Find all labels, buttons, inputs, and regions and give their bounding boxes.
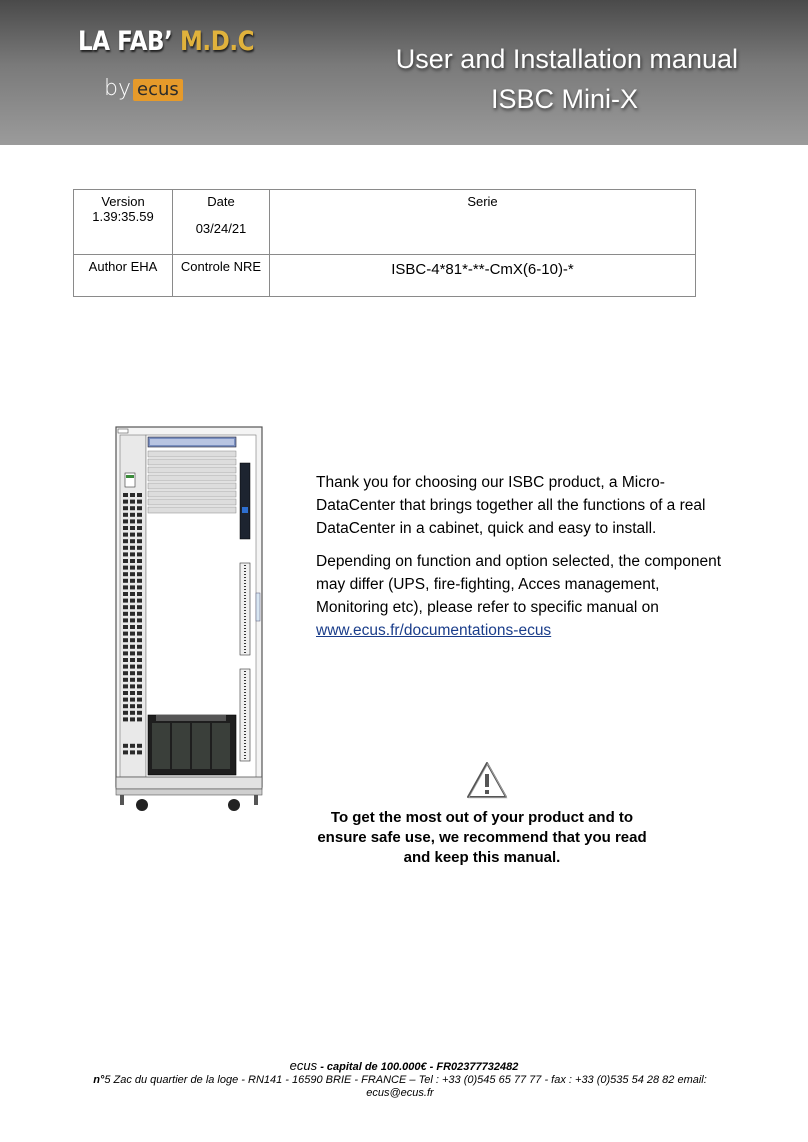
logo-by-text: by xyxy=(104,76,131,101)
footer-brand: ecus xyxy=(289,1058,318,1073)
manual-title: User and Installation manual xyxy=(395,44,738,74)
date-value: 03/24/21 xyxy=(195,221,247,236)
logo-text-lafab: LA FAB’ xyxy=(78,26,180,57)
version-label: Version xyxy=(101,194,145,209)
logo-text-mdc: M.D.C xyxy=(179,26,255,57)
table-row xyxy=(74,255,696,297)
option-paragraph xyxy=(316,550,736,642)
option-paragraph-text: Depending on function and option selected, the component may differ (UPS, fire-fighting, Acces management, Monitoring etc), please refer to specific manual on xyxy=(316,553,722,616)
lafab-mdc-logo xyxy=(78,26,254,57)
footer-address: 5 Zac du quartier de la loge - RN141 - 16590 BRIE - FRANCE – Tel : +33 (0)545 65 77 77 - fax : +33 (0)535 54 28 82 email: ecus@ecus.fr xyxy=(104,1074,707,1098)
server-cabinet-illustration xyxy=(112,423,268,815)
document-info-table xyxy=(73,189,696,297)
date-cell xyxy=(173,190,270,255)
controle-cell: Controle NRE xyxy=(173,255,270,297)
intro-text xyxy=(316,471,736,642)
date-label: Date xyxy=(207,194,235,209)
table-row xyxy=(74,190,696,255)
warning-text: To get the most out of your product and to ensure safe use, we recommend that you read and keep this manual. xyxy=(317,809,647,866)
serie-value: ISBC-4*81*-**-CmX(6-10)-* xyxy=(270,255,696,297)
serie-label: Serie xyxy=(467,194,498,209)
caster-wheel xyxy=(228,799,240,811)
serie-cell xyxy=(270,190,696,255)
intro-paragraph: Thank you for choosing our ISBC product, a Micro-DataCenter that brings together all the functions of a real DataCenter in a cabinet, quick and easy to install. xyxy=(316,474,706,537)
version-cell xyxy=(74,190,173,255)
author-cell: Author EHA xyxy=(74,255,173,297)
caster-wheel xyxy=(136,799,148,811)
version-value: 1.39:35.59 xyxy=(92,209,154,224)
footer-capital: - capital de 100.000€ - FR02377732482 xyxy=(317,1061,519,1073)
footer-address-line xyxy=(60,1074,740,1098)
product-title: ISBC Mini-X xyxy=(490,84,638,114)
page-header xyxy=(0,0,808,145)
warning-triangle-icon xyxy=(466,761,508,799)
footer-company-line xyxy=(0,1058,808,1073)
documentation-link[interactable]: www.ecus.fr/documentations-ecus xyxy=(316,622,552,639)
ecus-logo: ecus xyxy=(133,79,183,101)
footer-address-prefix: n° xyxy=(93,1074,105,1086)
